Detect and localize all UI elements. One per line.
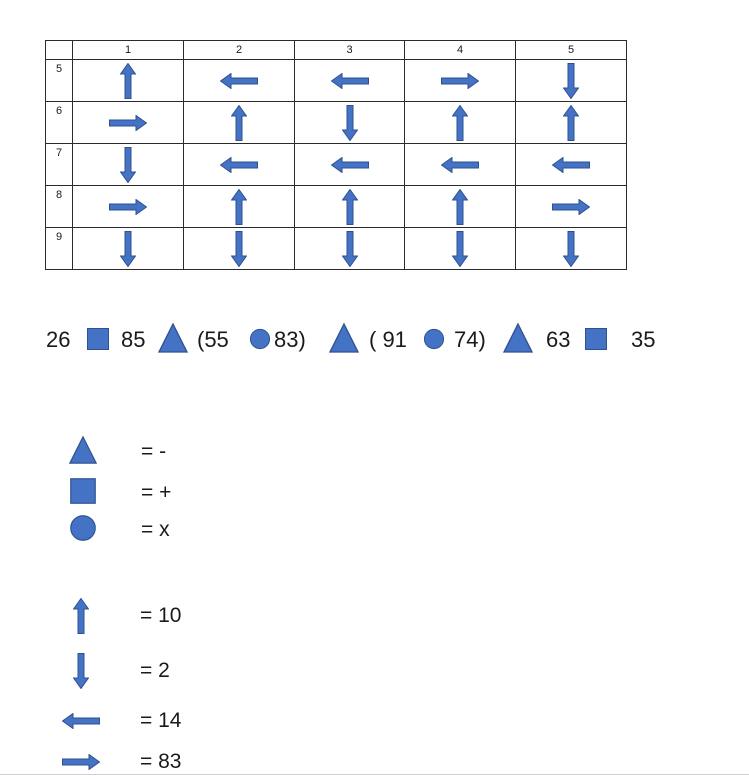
key-arrow-down-value: = 2: [140, 659, 170, 682]
grid-cell: [405, 144, 516, 186]
grid-corner-cell: [46, 41, 73, 60]
arrow-left-icon: [220, 73, 258, 89]
row-label: 5: [46, 60, 73, 102]
arrow-up-icon: [452, 105, 468, 141]
column-label: 5: [516, 41, 627, 60]
grid-cell: [184, 102, 295, 144]
grid-cell: [405, 102, 516, 144]
row-label: 9: [46, 228, 73, 270]
grid-cell: [295, 228, 405, 270]
grid-cell: [184, 228, 295, 270]
arrow-up-icon: [73, 598, 89, 634]
grid-cell: [73, 60, 184, 102]
grid-row: [46, 102, 627, 144]
arrow-down-icon: [73, 653, 89, 689]
arrow-up-icon: [231, 189, 247, 225]
grid-cell: [295, 60, 405, 102]
square-icon: [86, 327, 110, 351]
arrow-left-icon: [441, 157, 479, 173]
key-circle-meaning: = x: [141, 518, 170, 541]
arrow-down-icon: [120, 231, 136, 267]
arrow-right-icon: [109, 115, 147, 131]
arrow-right-icon: [441, 73, 479, 89]
equation-number: 74): [454, 327, 486, 352]
arrow-up-icon: [231, 105, 247, 141]
arrow-up-icon: [120, 63, 136, 99]
grid-cell: [73, 102, 184, 144]
grid-row: [46, 186, 627, 228]
arrow-right-icon: [552, 199, 590, 215]
triangle-icon: [328, 322, 360, 354]
grid-cell: [73, 228, 184, 270]
grid-cell: [73, 186, 184, 228]
arrow-left-icon: [331, 157, 369, 173]
arrow-down-icon: [342, 105, 358, 141]
grid-cell: [184, 144, 295, 186]
equation-number: ( 91: [369, 327, 407, 352]
arrow-right-icon: [109, 199, 147, 215]
square-icon: [69, 477, 97, 505]
row-label: 6: [46, 102, 73, 144]
column-label: 2: [184, 41, 295, 60]
arrow-left-icon: [331, 73, 369, 89]
row-label: 7: [46, 144, 73, 186]
grid-header-row: [46, 41, 627, 60]
grid-row: [46, 228, 627, 270]
grid-row: [46, 60, 627, 102]
arrow-right-icon: [62, 754, 100, 770]
grid-cell: [73, 144, 184, 186]
grid-cell: [184, 60, 295, 102]
circle-icon: [69, 514, 97, 542]
column-label: 1: [73, 41, 184, 60]
triangle-icon: [157, 322, 189, 354]
arrow-left-icon: [220, 157, 258, 173]
grid-cell: [405, 228, 516, 270]
key-triangle-meaning: = -: [141, 440, 167, 463]
arrow-grid: [45, 40, 627, 270]
key-arrow-right-value: = 83: [140, 750, 182, 773]
circle-icon: [249, 328, 271, 350]
grid-cell: [516, 186, 627, 228]
key-square-meaning: = +: [141, 481, 172, 504]
arrow-down-icon: [452, 231, 468, 267]
arrow-down-icon: [231, 231, 247, 267]
arrow-up-icon: [452, 189, 468, 225]
equation-number: 85: [121, 327, 146, 352]
triangle-icon: [502, 322, 534, 354]
arrow-up-icon: [342, 189, 358, 225]
circle-icon: [423, 328, 445, 350]
arrow-down-icon: [563, 63, 579, 99]
grid-cell: [516, 144, 627, 186]
key-arrow-left-value: = 14: [140, 709, 182, 732]
grid-cell: [295, 144, 405, 186]
grid-cell: [295, 186, 405, 228]
grid-cell: [184, 186, 295, 228]
grid-cell: [516, 102, 627, 144]
equation-number: (55: [197, 327, 229, 352]
arrow-down-icon: [120, 147, 136, 183]
arrow-up-icon: [563, 105, 579, 141]
page-bottom-edge: [0, 774, 749, 775]
key-arrow-up-value: = 10: [140, 604, 182, 627]
equation-number: 35: [631, 327, 656, 352]
arrow-left-icon: [552, 157, 590, 173]
arrow-down-icon: [563, 231, 579, 267]
column-label: 4: [405, 41, 516, 60]
triangle-icon: [68, 435, 98, 465]
grid-row: [46, 144, 627, 186]
grid-cell: [516, 228, 627, 270]
arrow-down-icon: [342, 231, 358, 267]
equation-number: 63: [546, 327, 571, 352]
square-icon: [584, 327, 608, 351]
grid-cell: [405, 186, 516, 228]
equation-number: 26: [46, 327, 71, 352]
column-label: 3: [295, 41, 405, 60]
grid-cell: [405, 60, 516, 102]
equation-number: 83): [274, 327, 306, 352]
row-label: 8: [46, 186, 73, 228]
arrow-left-icon: [62, 713, 100, 729]
grid-cell: [295, 102, 405, 144]
grid-cell: [516, 60, 627, 102]
